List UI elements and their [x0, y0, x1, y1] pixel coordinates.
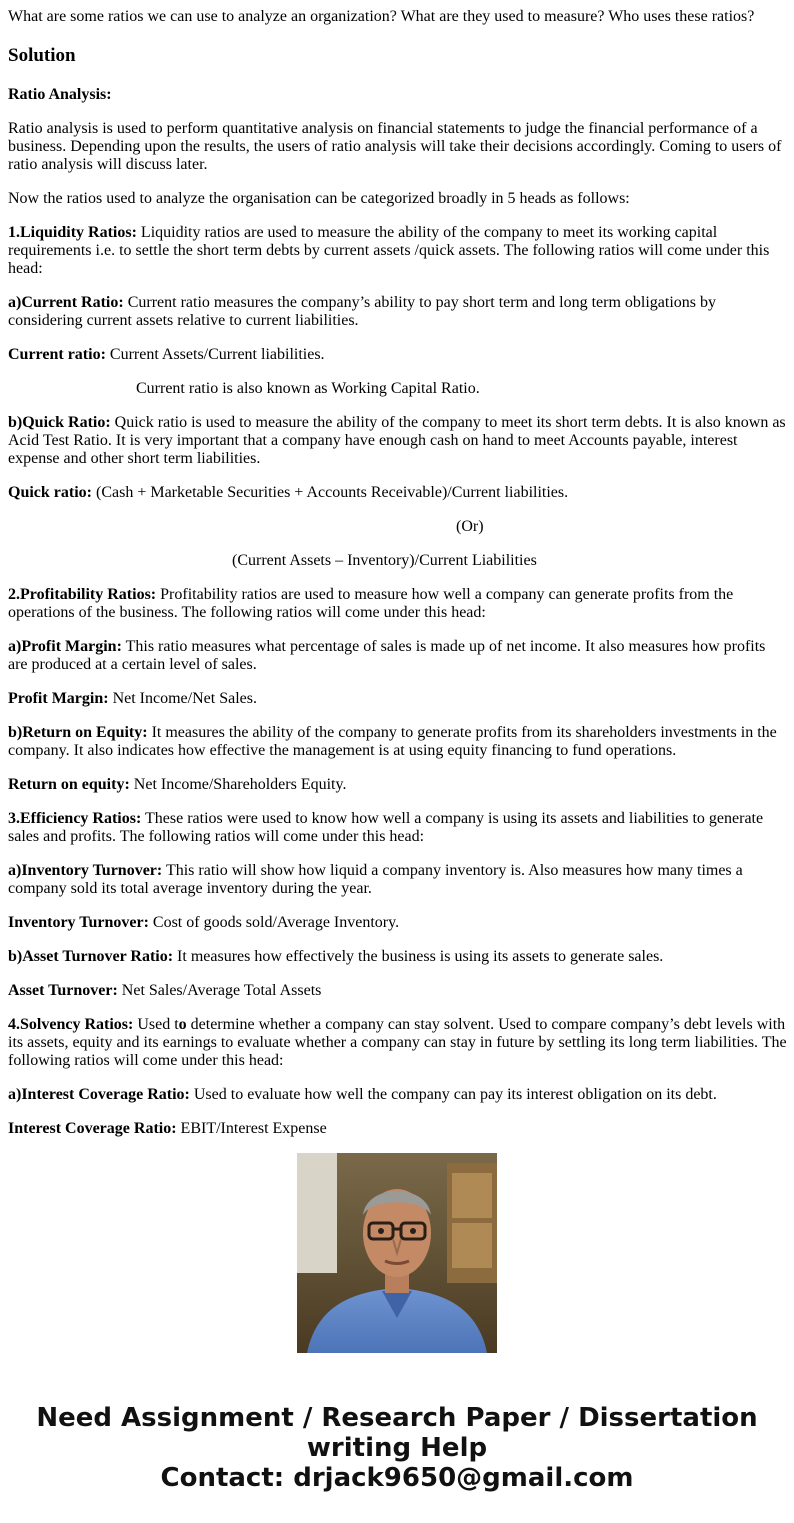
- profit-margin-formula: Profit Margin: Net Income/Net Sales.: [8, 690, 257, 707]
- solution-heading: Solution: [8, 45, 76, 66]
- interest-coverage-desc: a)Interest Coverage Ratio: Used to evaluate how well the company can pay its interest obligation on its debt.: [8, 1086, 717, 1103]
- interest-coverage-formula: Interest Coverage Ratio: EBIT/Interest Expense: [8, 1120, 327, 1137]
- profitability-label: 2.Profitability Ratios:: [8, 586, 157, 603]
- current-ratio-formula: Current ratio: Current Assets/Current liabilities.: [8, 346, 325, 363]
- promo-line-2: writing Help: [306, 1433, 488, 1463]
- quick-ratio-or: (Or): [456, 518, 484, 535]
- promo-contact[interactable]: Contact: drjack9650@gmail.com: [160, 1463, 634, 1493]
- quick-ratio-alt-formula: (Current Assets – Inventory)/Current Liabilities: [232, 552, 537, 569]
- solvency-section: 4.Solvency Ratios: Used to determine whether a company can stay solvent. Used to compare company’s debt levels with its assets, equity and its earnings to evaluate whether a company can stay in future by settling its long term liabilities. The following ratios will come under this head:: [8, 1016, 787, 1069]
- efficiency-label: 3.Efficiency Ratios:: [8, 810, 142, 827]
- inventory-turnover-desc: a)Inventory Turnover: This ratio will show how liquid a company inventory is. Also measures how many times a company sold its total average inventory during the year.: [8, 862, 743, 897]
- categories-intro: Now the ratios used to analyze the organisation can be categorized broadly in 5 heads as follows:: [8, 190, 630, 207]
- roe-desc: b)Return on Equity: It measures the ability of the company to generate profits from its shareholders investments in the company. It also indicates how effective the management is at using equity financing to fund operations.: [8, 724, 777, 759]
- asset-turnover-desc: b)Asset Turnover Ratio: It measures how effectively the business is using its assets to generate sales.: [8, 948, 664, 965]
- promo-banner: [0, 1403, 794, 1493]
- ratio-analysis-heading: Ratio Analysis:: [8, 86, 112, 103]
- efficiency-section: 3.Efficiency Ratios: These ratios were used to know how well a company is using its assets and liabilities to generate sales and profits. The following ratios will come under this head:: [8, 810, 764, 845]
- intro-paragraph: Ratio analysis is used to perform quantitative analysis on financial statements to judge the financial performance of a business. Depending upon the results, the users of ratio analysis will take their decisions accordingly. Coming to users of ratio analysis will discuss later.: [8, 120, 782, 173]
- solution-document: [8, 8, 788, 1137]
- asset-turnover-formula: Asset Turnover: Net Sales/Average Total Assets: [8, 982, 322, 999]
- profitability-section: 2.Profitability Ratios: Profitability ratios are used to measure how well a company can generate profits from the operations of the business. The following ratios will come under this head:: [8, 586, 734, 621]
- person-photo-icon: [297, 1153, 497, 1353]
- quick-ratio-formula: Quick ratio: (Cash + Marketable Securities + Accounts Receivable)/Current liabilities.: [8, 484, 569, 501]
- roe-formula: Return on equity: Net Income/Shareholders Equity.: [8, 776, 347, 793]
- current-ratio-note: Current ratio is also known as Working Capital Ratio.: [136, 380, 480, 397]
- question-text: What are some ratios we can use to analyze an organization? What are they used to measure? Who uses these ratios?: [8, 8, 755, 25]
- liquidity-label: 1.Liquidity Ratios:: [8, 224, 137, 241]
- profit-margin-desc: a)Profit Margin: This ratio measures what percentage of sales is made up of net income. It also measures how profits are produced at a certain level of sales.: [8, 638, 766, 673]
- quick-ratio-desc: b)Quick Ratio: Quick ratio is used to measure the ability of the company to meet its short term debts. It is also known as Acid Test Ratio. It is very important that a company have enough cash on hand to meet Accounts payable, interest expense and other short term liabilities.: [8, 414, 786, 467]
- tutor-avatar: [297, 1153, 497, 1353]
- solvency-label: 4.Solvency Ratios:: [8, 1016, 134, 1033]
- inventory-turnover-formula: Inventory Turnover: Cost of goods sold/Average Inventory.: [8, 914, 400, 931]
- liquidity-section: 1.Liquidity Ratios: Liquidity ratios are used to measure the ability of the company to meet its working capital requirements i.e. to settle the short term debts by current assets /quick assets. The following ratios will come under this head:: [8, 224, 770, 277]
- current-ratio-desc: a)Current Ratio: Current ratio measures the company’s ability to pay short term and long term obligations by considering current assets relative to current liabilities.: [8, 294, 717, 329]
- promo-line-1: Need Assignment / Research Paper / Dissertation: [36, 1403, 758, 1433]
